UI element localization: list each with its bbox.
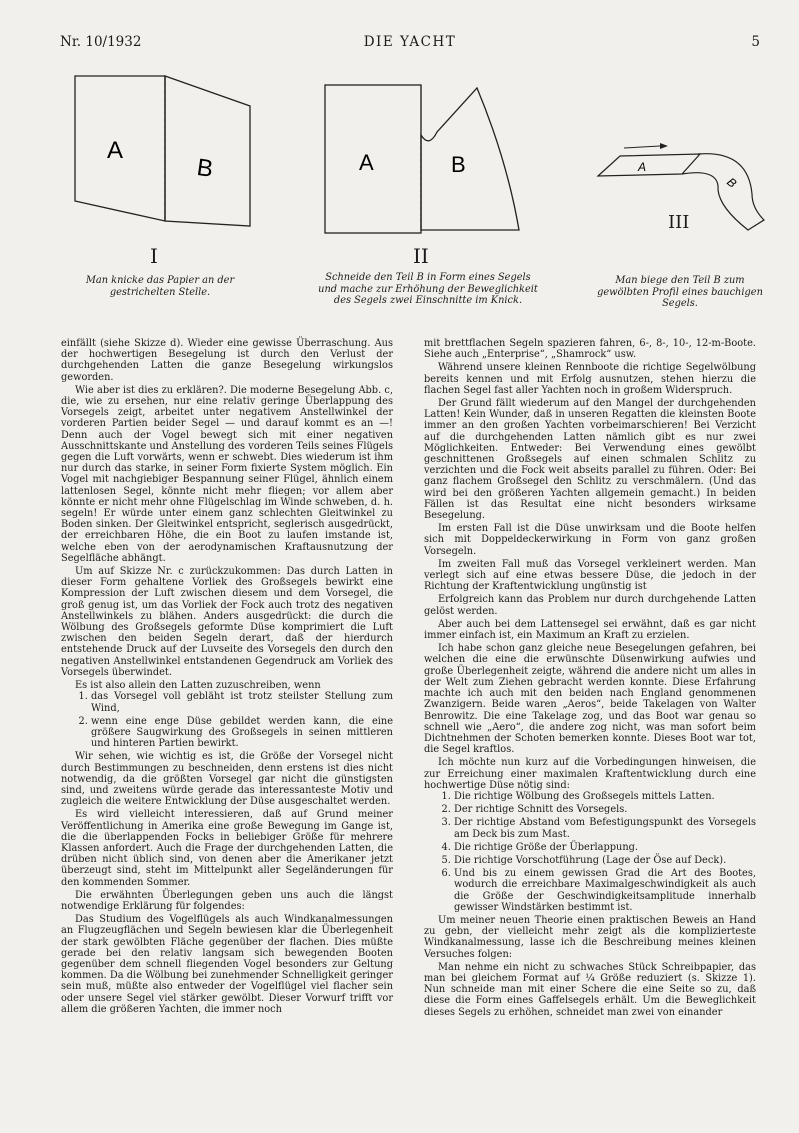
paragraph: Um meiner neuen Theorie einen praktischen Beweis an Hand zu gebn, der vielleicht mehr zeigt als die komplizierteste Windkanalmessung, lasse ich die Beschreibung meines kleinen Versuches folgen: [424, 914, 756, 960]
list-item: 6. Und bis zu einem gewissen Grad die Art des Bootes, wodurch die erreichbare Maximalgeschwindigkeit als auch die Größe der Geschwindigkeitsamplitude innerhalb gewisser Windstärken bestimmt ist. [454, 868, 756, 913]
label-b: B [451, 152, 466, 177]
paragraph: Aber auch bei dem Lattensegel sei erwähnt, daß es gar nicht immer einfach ist, ein Maximum an Kraft zu erzielen. [424, 618, 756, 642]
sail-cut-drawing [317, 80, 537, 240]
paragraph: Die erwähnten Überlegungen geben uns auch die längst notwendige Erklärung für folgendes: [61, 889, 393, 912]
paragraph: Es wird vielleicht interessieren, daß auf Grund meiner Veröffentlichung in Amerika eine große Bewegung im Gange ist, die die überlappenden Focks in beliebiger Größe für mehrere Klassen anfordert. Auch die Frage der durchgehenden Latten, die drüben nicht üblich sind, von denen aber die Amerikaner jetzt überzeugt sind, steht im Mittelpunkt aller Segeländerungen für den kommenden Sommer. [61, 809, 393, 888]
paragraph: Erfolgreich kann das Problem nur durch durchgehende Latten gelöst werden. [424, 594, 756, 617]
folded-paper-drawing [65, 66, 255, 236]
paragraph: Um auf Skizze Nr. c zurückzukommen: Das durch Latten in dieser Form gehaltene Vorliek des Großsegels bewirkt eine Kompression der Luft zwischen diesem und dem Vorsegel, die groß genug ist, um das Vorliek der Fock auch trotz des negativen Anstellwinkels zu blähen. Anders ausgedrückt: die durch die Wölbung des Großsegels geformte Düse komprimiert die Luft zwischen den beiden Segeln derart, daß der hierdurch entstehende Druck auf der Luvseite des Vorsegels den durch den negativen Anstellwinkel entstandenen Gegendruck am Vorliek des Vorsegels überwindet. [61, 566, 393, 678]
paragraph: Ich möchte nun kurz auf die Vorbedingungen hinweisen, die zur Erreichung einer maximalen Kraftentwicklung durch eine hochwertige Düse nötig sind: [424, 757, 756, 791]
list-item: 2. Der richtige Schnitt des Vorsegels. [454, 804, 756, 815]
numbered-list [424, 791, 756, 913]
list-item: 3. Der richtige Abstand vom Befestigungspunkt des Vorsegels am Deck bis zum Mast. [454, 817, 756, 839]
figure-1-caption: Man knicke das Papier an der gestrichelten Stelle. [85, 275, 235, 298]
paragraph: Es ist also allein den Latten zuzuschreiben, wenn [75, 680, 321, 692]
right-column [424, 338, 756, 1018]
list-item: 1. das Vorsegel voll gebläht ist trotz steilster Stellung zum Wind, [91, 691, 393, 713]
label-a: A [359, 150, 374, 175]
figure-3-caption: Man biege den Teil B zum gewölbten Profil eines bauchigen Segels. [597, 275, 763, 309]
label-b: B [195, 154, 215, 183]
paragraph: mit brettflachen Segeln spazieren fahren, 6-, 8-, 10-, 12-m-Boote. Siehe auch „Enterprise“, „Shamrock“ usw. [424, 338, 756, 361]
figure-2-caption: Schneide den Teil B in Form eines Segels und mache zur Erhöhung der Beweglichkeit des Segels zwei Einschnitte im Knick. [318, 272, 538, 306]
figure-3 [590, 138, 770, 238]
paragraph: Wir sehen, wie wichtig es ist, die Größe der Vorsegel nicht durch Bestimmungen zu beschneiden, denn erstens ist dies nicht notwendig, da die größten Vorsegel gar nicht die günstigsten sind, und zweitens würde gerade das interessanteste Motiv und zugleich die weitere Entwicklung der Düse ausgeschaltet werden. [61, 751, 393, 808]
page-number: 5 [751, 34, 760, 50]
list-item: 5. Die richtige Vorschotführung (Lage der Öse auf Deck). [454, 855, 756, 866]
list-item: 1. Die richtige Wölbung des Großsegels mittels Latten. [454, 791, 756, 802]
figure-row [55, 62, 765, 332]
figure-1 [65, 66, 255, 268]
left-column [61, 338, 393, 1015]
paragraph: Ich habe schon ganz gleiche neue Besegelungen gefahren, bei welchen die eine die erwünschte Düsenwirkung aufwies und große Überlegenheit zeigte, während die andere nicht um alles in der Welt zum Ziehen gebracht werden konnte. Diese Erfahrung machte ich auch mit den beiden nach England genommenen Zwanzigern. Beide waren „Aeros“, beide Takelagen von Walter Benrowitz. Die eine Takelage zog, und das Boot war genau so schnell wie „Aero“, die andere zog nicht, was man sofort beim Dichtnehmen der Schoten bemerken konnte. Dieses Boot war tot, die Segel kraftlos. [424, 643, 756, 756]
paragraph: Im ersten Fall ist die Düse unwirksam und die Boote helfen sich mit Doppeldeckerwirkung in Form von ganz großen Vorsegeln. [424, 523, 756, 557]
paragraph: Wie aber ist dies zu erklären?. Die moderne Besegelung Abb. c, die, wie zu ersehen, nur eine relativ geringe Überlappung des Vorsegels zeigt, arbeitet unter negativem Anstellwinkel der vorderen Partien beider Segel — und darauf kommt es an —! Denn auch der Vogel bewegt sich mit einer negativen Ausschnittskante und Anstellung des vorderen Teils seines Flügels gegen die Luft vorwärts, wenn er schwebt. Dies wiederum ist ihm nur durch das starke, in seiner Form fixierte System möglich. Ein Vogel mit nachgiebiger Bespannung seiner Flügel, ähnlich einem lattenlosen Segel, könnte nicht mehr fliegen; vor allem aber könnte er nicht mehr ohne Flügelschlag im Winde schweben, d. h. segeln! Er würde unter einem ganz schlechten Gleitwinkel zu Boden sinken. Der Gleitwinkel entspricht, seglerisch ausgedrückt, der erreichbaren Höhe, die ein Boot zu laufen imstande ist, welche eben von der aerodynamischen Kraftausnutzung der Segelfläche abhängt. [61, 384, 393, 564]
label-a: A [107, 137, 124, 164]
magazine-title: DIE YACHT [363, 34, 457, 50]
paragraph: Das Studium des Vogelflügels als auch Windkanalmessungen an Flugzeugflächen und Segeln bewiesen klar die Überlegenheit der stark gewölbten Fläche gegenüber der flachen. Dies müßte gerade bei den relativ langsam sich bewegenden Booten gegenüber dem schnell fliegenden Vogel besonders zur Geltung kommen. Da die Wölbung bei zunehmender Schnelligkeit geringer sein muß, müßte also entweder der Vogelflügel viel flacher sein oder unsere Segel viel stärker gewölbt. Dieser Vorwurf trifft vor allem die größeren Yachten, die immer noch [61, 914, 393, 1015]
numbered-list [61, 691, 393, 749]
figure-2-numeral: II [413, 244, 429, 268]
page-header [60, 34, 760, 54]
paragraph: Im zweiten Fall muß das Vorsegel verkleinert werden. Man verlegt sich auf eine etwas bessere Düse, die jedoch in der Richtung der Kraftentwicklung ungünstig ist [424, 558, 756, 593]
paragraph: Der Grund fällt wiederum auf den Mangel der durchgehenden Latten! Kein Wunder, daß in unseren Regatten die kleinsten Boote immer an den großen Yachten vorbeimarschieren! Bei Verzicht auf die durchgehenden Latten nämlich gibt es nur zwei Möglichkeiten. Entweder: Bei Verwendung eines gewölbt geschnittenen Großsegels auf einen schmalen Schlitz zu verzichten und die Fock weit abseits parallel zu führen. Oder: Bei ganz flachem Großsegel den Schlitz zu verschmälern. (Und das wird bei den größeren Yachten allgemein gemacht.) In beiden Fällen ist das Resultat eine nicht besonders wirksame Besegelung. [424, 398, 756, 522]
paragraph: Man nehme ein nicht zu schwaches Stück Schreibpapier, das man bei gleichem Format auf ¼ Größe reduziert (s. Skizze 1). Nun schneide man mit einer Schere die eine Seite so zu, daß diese die Form eines Gaffelsegels erhält. Um die Beweglichkeit dieses Segels zu erhöhen, schneidet man zwei von einander [424, 961, 756, 1018]
label-b: B [724, 174, 740, 191]
label-a: A [638, 160, 647, 174]
issue-number: Nr. 10/1932 [60, 34, 142, 50]
list-item: 2. wenn eine enge Düse gebildet werden kann, die eine größere Saugwirkung des Großsegels in seinen mittleren und hinteren Partien bewirkt. [91, 716, 393, 750]
paragraph: einfällt (siehe Skizze d). Wieder eine gewisse Überraschung. Aus der hochwertigen Besegelung ist durch den Verlust der durchgehenden Latten die ganze Besegelung wirkungslos geworden. [61, 338, 393, 383]
figure-2 [317, 80, 537, 268]
figure-3-numeral: III [668, 212, 690, 233]
paragraph: Während unsere kleinen Rennboote die richtige Segelwölbung bereits kennen und mit Erfolg ausnutzen, stehen hierzu die flachen Segel fast aller Yachten noch in großem Widerspruch. [424, 362, 756, 396]
list-item: 4. Die richtige Größe der Überlappung. [454, 842, 756, 853]
figure-1-numeral: I [150, 244, 158, 268]
